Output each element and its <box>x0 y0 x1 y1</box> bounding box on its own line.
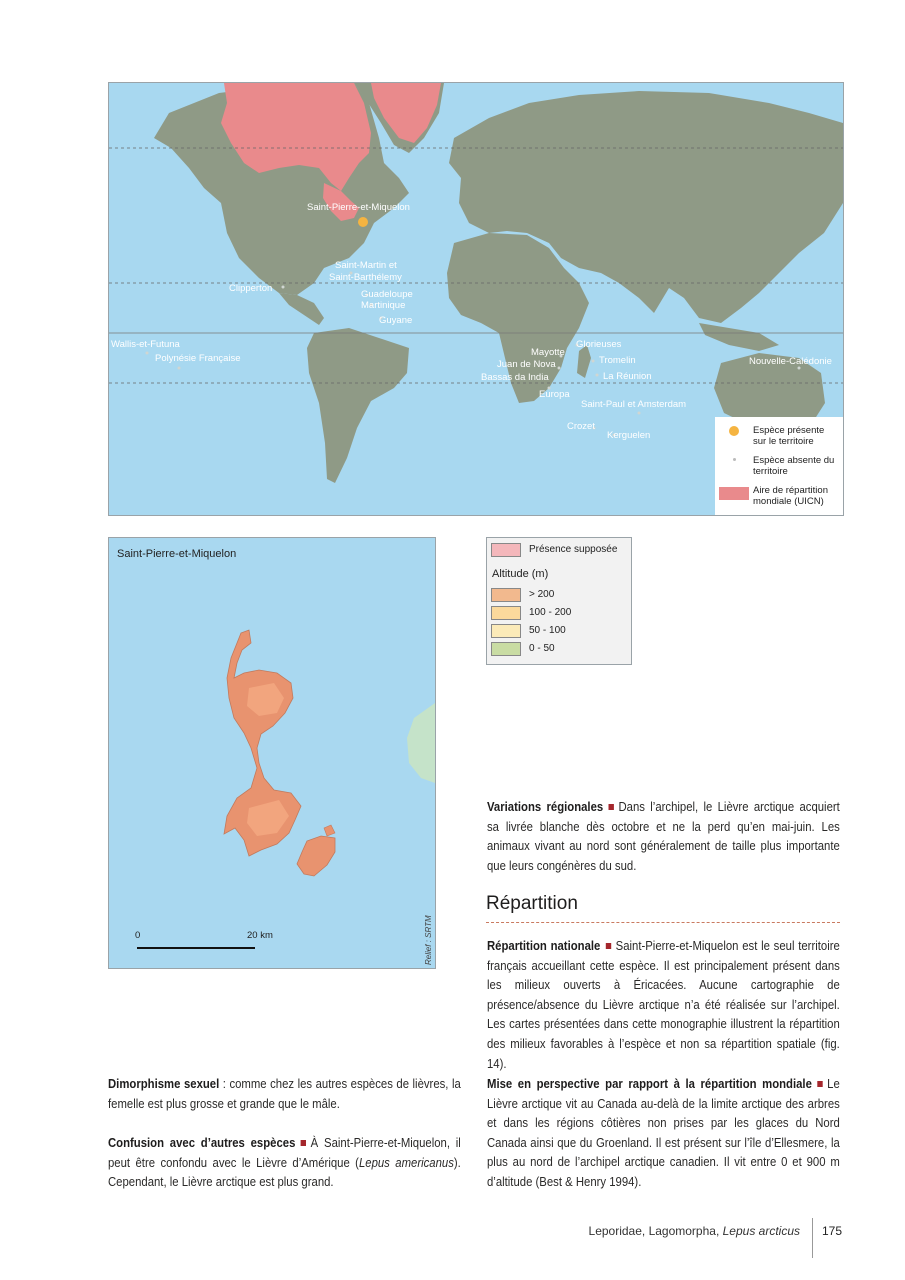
spm-presence-marker <box>358 217 368 227</box>
label-kerguelen: Kerguelen <box>607 430 651 441</box>
label-bassas-da-india: Bassas da India <box>481 372 549 383</box>
label-wallis: Wallis-et-Futuna <box>111 339 180 350</box>
spm-map-graphic <box>109 538 435 968</box>
alt-swatch-4 <box>491 642 521 656</box>
variations-title: Variations régionales <box>487 800 604 814</box>
label-glorieuses: Glorieuses <box>576 339 622 350</box>
heading-rule <box>486 922 840 923</box>
alt-label-4: 0 - 50 <box>529 643 555 654</box>
label-guadeloupe: Guadeloupe <box>361 289 413 300</box>
present-symbol <box>729 426 739 436</box>
alt-label-3: 50 - 100 <box>529 625 566 636</box>
alt-label-1: > 200 <box>529 589 555 600</box>
scale-end: 20 km <box>247 930 273 941</box>
label-europa: Europa <box>539 389 570 400</box>
label-tromelin: Tromelin <box>599 355 636 366</box>
confusion-body-2: ). Cependant, le Lièvre arctique est plus grand. <box>108 1155 461 1190</box>
confusion-title: Confusion avec d’autres espèces <box>108 1136 296 1150</box>
scale-start: 0 <box>135 930 141 941</box>
legend-range: Aire de répartition mondiale (UICN) <box>753 485 828 507</box>
presence-swatch <box>491 543 521 557</box>
alt-swatch-2 <box>491 606 521 620</box>
confusion-paragraph <box>108 1134 461 1193</box>
footer-separator <box>812 1218 813 1258</box>
legend-present: Espèce présente sur le territoire <box>753 425 825 447</box>
dimorphisme-body: : comme chez les autres espèces de lièvres, la femelle est plus grosse et grande que le mâle. <box>108 1077 461 1111</box>
relief-credit: Relief : SRTM <box>424 915 433 965</box>
label-saint-paul: Saint-Paul et Amsterdam <box>581 399 687 410</box>
range-symbol <box>719 487 749 500</box>
mondiale-body: Le Lièvre arctique vit au Canada au-delà de la limite arctique des arbres et dans les régions côtières non prises par les glaces du Nord Canada ainsi que du Groenland. Il est présent sur l’île d’Ellesmere, la plus au nord de l’archipel arctique canadien. Il vit entre 0 et 900 m d’altitude (Best & Henry 1994). <box>487 1077 840 1189</box>
confusion-italic: Lepus americanus <box>358 1155 454 1170</box>
alt-label-2: 100 - 200 <box>529 607 572 618</box>
label-mayotte: Mayotte <box>531 347 565 358</box>
repartition-heading: Répartition <box>486 893 578 914</box>
dimorphisme-paragraph <box>108 1075 461 1114</box>
altitude-title: Altitude (m) <box>492 568 549 580</box>
label-saint-martin: Saint-Martin et <box>335 260 397 271</box>
altitude-legend <box>486 537 632 665</box>
label-saint-barthelemy: Saint-Barthélemy <box>329 272 402 283</box>
variations-body: Dans l’archipel, le Lièvre arctique acquiert sa livrée blanche dès octobre et ne la perd qu’en mai-juin. Les animaux vivant au nord sont généralement de taille plus importante que leurs congénères du sud. <box>487 800 840 873</box>
mondiale-title: Mise en perspective par rapport à la répartition mondiale <box>487 1077 812 1091</box>
mondiale-paragraph <box>487 1075 840 1193</box>
presence-label: Présence supposée <box>529 544 618 555</box>
world-distribution-map <box>108 82 844 516</box>
label-guyane: Guyane <box>379 315 413 326</box>
label-nouvelle-caledonie: Nouvelle-Calédonie <box>749 356 832 367</box>
nationale-paragraph <box>487 937 840 1074</box>
bullet-square <box>606 943 611 949</box>
nationale-body: Saint-Pierre-et-Miquelon est le seul territoire français accueillant cette espèce. Il est principalement présent dans les milieux ouverts à Éricacées. Aucune cartographie de présence/absence du Lièvre arctique n’a été réalisée sur l’archipel. Les cartes présentées dans cette monographie illustrent la répartition des milieux favorables à l’espèce et non sa répartition spatiale (fig. 14). <box>487 939 840 1071</box>
legend-absent: Espèce absente du territoire <box>753 455 835 477</box>
dimorphisme-title: Dimorphisme sexuel <box>108 1077 220 1091</box>
footer-running-title <box>560 1224 800 1238</box>
spm-map <box>108 537 436 969</box>
label-la-reunion: La Réunion <box>603 371 652 382</box>
bullet-square <box>609 804 614 810</box>
footer-family: Leporidae, Lagomorpha, <box>588 1224 723 1238</box>
bullet-square <box>817 1081 822 1087</box>
alt-swatch-1 <box>491 588 521 602</box>
label-polynesie: Polynésie Française <box>155 353 241 364</box>
page-number: 175 <box>822 1224 843 1238</box>
nationale-title: Répartition nationale <box>487 939 601 953</box>
label-spm: Saint-Pierre-et-Miquelon <box>307 202 410 213</box>
label-crozet: Crozet <box>567 421 595 432</box>
label-clipperton: Clipperton <box>229 283 273 294</box>
variations-paragraph <box>487 798 840 876</box>
confusion-body-1: À Saint-Pierre-et-Miquelon, il peut être confondu avec le Lièvre d’Amérique ( <box>108 1136 461 1170</box>
label-juan-de-nova: Juan de Nova <box>497 359 556 370</box>
bullet-square <box>301 1140 306 1146</box>
world-map-legend <box>715 417 843 515</box>
absent-symbol <box>733 458 736 461</box>
spm-map-title: Saint-Pierre-et-Miquelon <box>117 548 237 560</box>
label-martinique: Martinique <box>361 300 406 311</box>
alt-swatch-3 <box>491 624 521 638</box>
footer-species: Lepus arcticus <box>722 1224 800 1238</box>
